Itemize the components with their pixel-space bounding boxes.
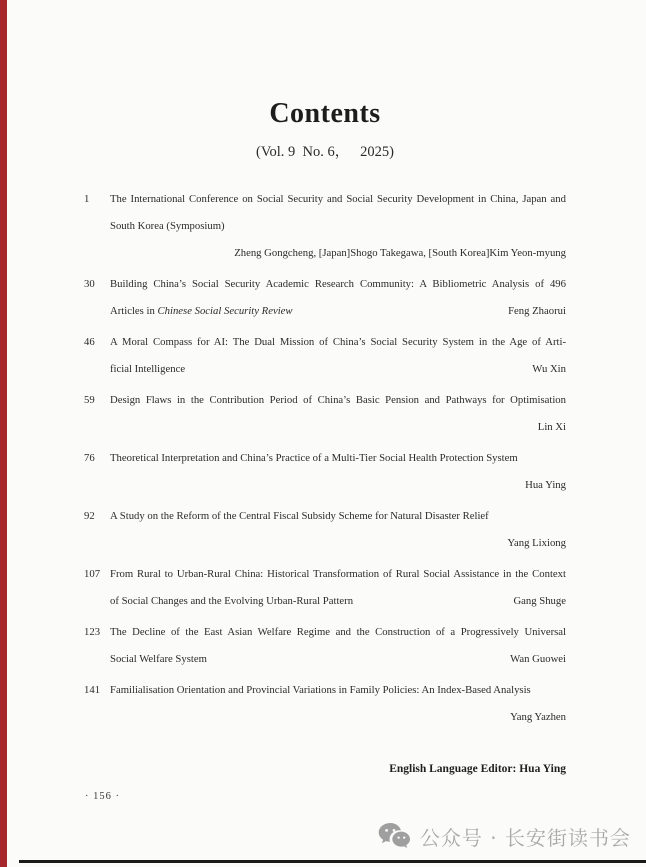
entry-author: Lin Xi (537, 421, 566, 433)
entry-page-number (84, 646, 110, 673)
entry-title-text: The Decline of the East Asian Welfare Regime and the Construction of a Progressively Universal (110, 626, 566, 638)
entry-title-line (84, 619, 566, 646)
entry-page-number (84, 298, 110, 325)
entry-title-line (84, 530, 566, 557)
entry-title-text (110, 414, 566, 441)
entry-title-text: South Korea (Symposium) (110, 220, 225, 232)
entry-title-line (84, 271, 566, 298)
entry-author: Yang Yazhen (510, 711, 566, 723)
entry-page-number: 30 (84, 278, 95, 290)
entry-title-line (84, 298, 566, 325)
entry-author: Yang Lixiong (507, 537, 566, 549)
entry-page-number: 1 (84, 193, 90, 205)
entry-page-number: 46 (84, 336, 95, 348)
volume-issue-line: (Vol. 9 No. 6， 2025) (256, 144, 394, 160)
page-title: Contents (269, 98, 381, 129)
page-number-footer: · 156 · (85, 791, 120, 802)
entry-page-number: 76 (84, 452, 95, 464)
toc-entry (84, 329, 566, 383)
entry-page-number (84, 472, 110, 499)
entry-title-line (84, 356, 566, 383)
entry-page-number (84, 588, 110, 615)
toc-entry (84, 445, 566, 499)
entry-page-number (84, 356, 110, 383)
entry-title-text: Social Welfare System Wan Guowei (110, 646, 566, 673)
entry-author: Wu Xin (532, 363, 566, 375)
entry-title-text (110, 704, 566, 731)
entry-title-line (84, 677, 566, 704)
entry-title-text: of Social Changes and the Evolving Urban-Rural Pattern Gang Shuge (110, 588, 566, 615)
entry-author: Feng Zhaorui (508, 305, 566, 317)
entry-title-text: From Rural to Urban-Rural China: Historical Transformation of Rural Social Assistance in the Context (110, 568, 566, 580)
entry-page-number: 107 (84, 568, 101, 580)
entry-title-text: Design Flaws in the Contribution Period of China’s Basic Pension and Pathways for Optimisation (110, 394, 566, 406)
entry-title-line (84, 329, 566, 356)
entry-title-text: Building China’s Social Security Academic Research Community: A Bibliometric Analysis of 496 (110, 278, 566, 290)
wechat-icon (378, 822, 411, 850)
entry-author: Zheng Gongcheng, [Japan]Shogo Takegawa, [South Korea]Kim Yeon-myung (234, 247, 566, 259)
entry-page-number: 92 (84, 510, 95, 522)
entry-title-line (84, 240, 566, 267)
entry-title-text: The International Conference on Social Security and Social Security Development in China, Japan and (110, 193, 566, 205)
entry-title-line (84, 387, 566, 414)
entry-author: Wan Guowei (510, 653, 566, 665)
toc-entry (84, 619, 566, 673)
entry-author: Hua Ying (525, 479, 566, 491)
entry-page-number (84, 414, 110, 441)
entry-title-text (110, 530, 566, 557)
entry-title-text: Articles in Chinese Social Security Review Feng Zhaorui (110, 298, 566, 325)
toc-entry (84, 271, 566, 325)
entry-title-line (84, 588, 566, 615)
watermark-text: 公众号 · 长安街读书会 (419, 825, 631, 850)
toc-entry (84, 503, 566, 557)
toc-entry (84, 186, 566, 267)
entry-title-line (84, 561, 566, 588)
toc-entry (84, 387, 566, 441)
entry-title-line (84, 445, 566, 472)
entry-page-number: 59 (84, 394, 95, 406)
entry-title-text: Theoretical Interpretation and China’s Practice of a Multi-Tier Social Health Protection System (110, 452, 518, 464)
entry-title-text: ficial Intelligence Wu Xin (110, 356, 566, 383)
entry-title-text (110, 472, 566, 499)
entry-title-line (84, 213, 566, 240)
entry-title-line (84, 414, 566, 441)
entry-page-number (84, 530, 110, 557)
entry-page-number: 123 (84, 626, 101, 638)
entry-page-number (84, 213, 110, 240)
toc-list (84, 186, 566, 731)
bottom-rule (19, 860, 646, 863)
entry-page-number (84, 704, 110, 731)
toc-entry (84, 677, 566, 731)
entry-title-line (84, 646, 566, 673)
entry-title-line (84, 186, 566, 213)
entry-page-number: 141 (84, 684, 101, 696)
entry-title-text: Familialisation Orientation and Provincial Variations in Family Policies: An Index-Based Analysis (110, 684, 531, 696)
entry-title-text (110, 240, 566, 267)
entry-title-line (84, 472, 566, 499)
toc-entry (84, 561, 566, 615)
entry-title-text: A Moral Compass for AI: The Dual Mission of China’s Social Security System in the Age of Arti- (110, 336, 566, 348)
entry-title-line (84, 503, 566, 530)
entry-page-number (84, 240, 110, 267)
language-editor-line: English Language Editor: Hua Ying (389, 763, 566, 775)
left-edge-red-bar (0, 0, 7, 867)
contents-page (84, 0, 566, 778)
watermark (378, 820, 631, 852)
entry-title-text: A Study on the Reform of the Central Fiscal Subsidy Scheme for Natural Disaster Relief (110, 510, 489, 522)
entry-title-line (84, 704, 566, 731)
entry-author: Gang Shuge (513, 595, 566, 607)
